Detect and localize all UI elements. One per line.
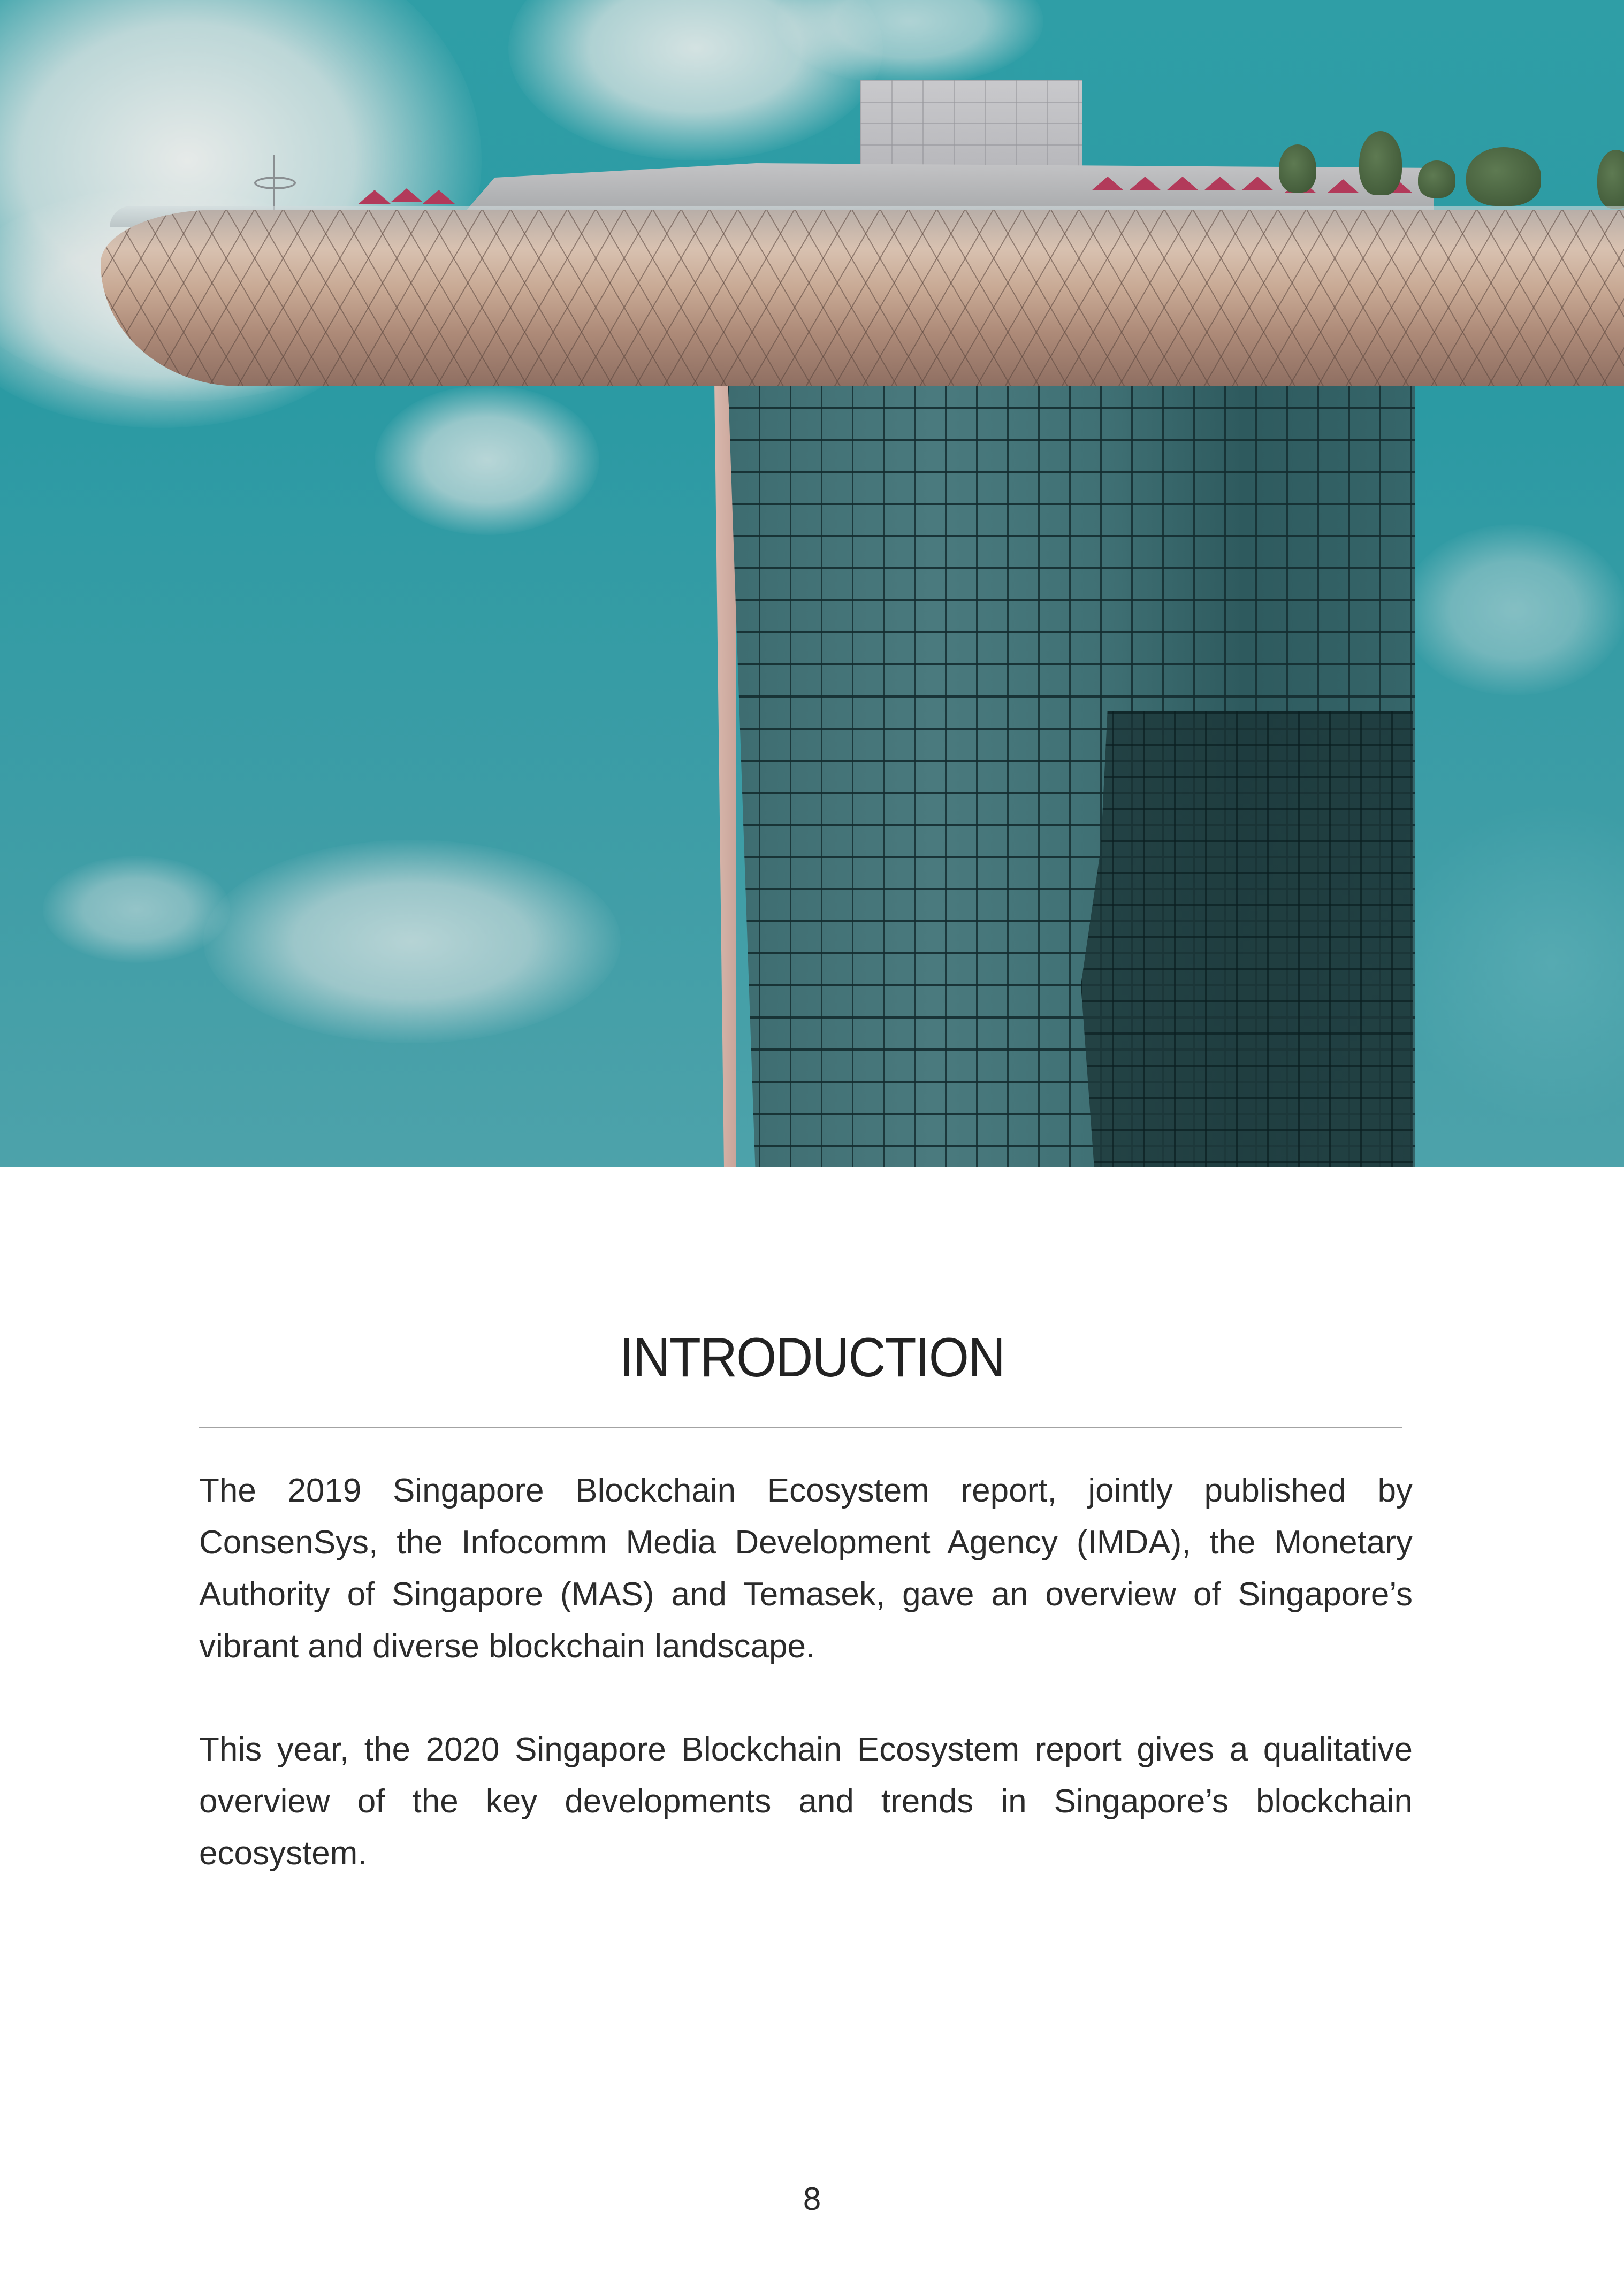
tree xyxy=(1466,147,1541,206)
tree xyxy=(1359,131,1402,195)
page-number: 8 xyxy=(803,2181,821,2217)
tower-reflection xyxy=(1081,711,1413,1167)
cloud xyxy=(375,385,599,535)
title-divider xyxy=(199,1427,1402,1428)
cloud xyxy=(203,840,621,1043)
cloud xyxy=(1402,524,1624,695)
page-title: INTRODUCTION xyxy=(619,1327,1005,1389)
tree xyxy=(1279,144,1316,193)
sky-glow xyxy=(1391,802,1624,1123)
tree xyxy=(1597,150,1624,209)
cloud xyxy=(43,856,230,963)
skypark-deck xyxy=(101,210,1624,386)
intro-paragraph-1: The 2019 Singapore Blockchain Ecosystem report, jointly published by ConsenSys, the Infocomm Media Development Agency (IMDA), the Monetary Authority of Singapore (MAS) and Temasek, gave an overview of Singapore’s vibrant and diverse blockchain landscape. xyxy=(199,1472,1413,1665)
intro-paragraph-2: This year, the 2020 Singapore Blockchain Ecosystem report gives a qualitative overview of the key developments and trends in Singapore’s blockchain ecosystem. xyxy=(199,1731,1413,1872)
mast-ring xyxy=(254,177,296,189)
tree xyxy=(1418,160,1455,198)
roof-building xyxy=(860,80,1082,171)
